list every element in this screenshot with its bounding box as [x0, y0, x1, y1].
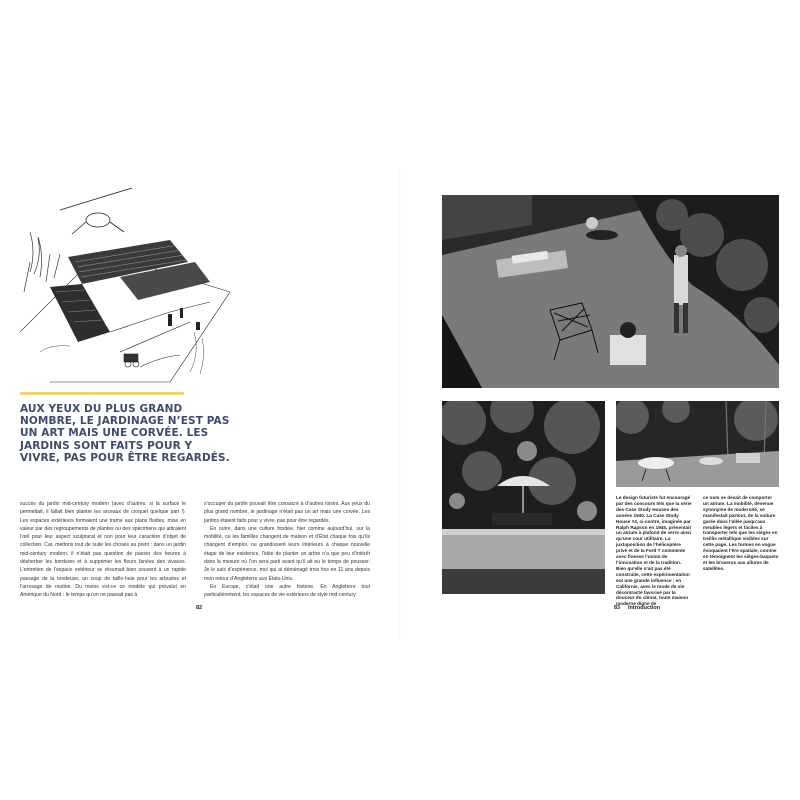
- patio-photo-drawing: [616, 401, 779, 487]
- pull-quote-headline: AUX YEUX DU PLUS GRAND NOMBRE, LE JARDINAGE N’EST PAS UN ART MAIS UNE CORVÉE. LES JARDINS SONT FAITS POUR Y VIVRE, PAS POUR ÊTRE REGARDÉS.: [20, 403, 230, 464]
- photo-terrace-sunbathing: [442, 195, 779, 388]
- photo-pool-umbrella: [442, 401, 605, 594]
- page-number-right: 83: [614, 605, 621, 611]
- pool-photo-drawing: [442, 401, 605, 594]
- page-number-left: 82: [196, 605, 203, 611]
- sketch-drawing: [20, 182, 240, 392]
- photo-caption-part-1: Le design futuriste fut encouragé par des concours tels que la série des Case Study Houses des années 1940. La Case Study House #4, ci-contre, imaginée par Ralph Rapson en 1945, présentait un atrium à plafond de verre ainsi qu’une cour utilitaire. La juxtaposition de l’hélicoptère privé et de la Ford T commente avec finesse l’union de l’innovation et de la tradition. Bien qu’elle n’ait pas été construite, cette expérimentation eut une grande influence ; en Californie, avec le mode de vie décontracté favorisé par la douceur du climat, toute maison moderne digne de: [616, 495, 692, 607]
- terrace-photo-drawing: [442, 195, 779, 388]
- house-sketch-illustration: [20, 182, 240, 392]
- running-footer-section: Introduction: [628, 605, 661, 611]
- body-paragraph: En outre, dans une culture fondée, hier comme aujourd’hui, sur la mobilité, où les familles changent de maison et d’État chaque fois qu’ils changent d’emploi, ou grandissent leurs intérieurs à chaque nouvelle étape de leur existence, l’idée de planter un arbre n’a que peu d’intérêt dans la mesure où l’on sera parti avant qu’il ait eu le temps de pousser. Je le sais d’expérience, moi qui ai déménagé trois fois en 11 ans depuis mon retour d’Angleterre aux États-Unis.: [204, 525, 370, 582]
- headline-accent-bar: [20, 392, 184, 395]
- body-paragraph: s’occuper du jardin pouvait être consacré à d’autres loisirs. Aux yeux du plus grand nombre, le jardinage n’était pas un art mais une corvée. Les jardins étaient faits pour y vivre, pas pour être regardés.: [204, 501, 370, 524]
- photo-caption-part-2: ce nom se devait de comporter un atrium. La mobilité, devenue synonyme de modernité, se manifestait partout, de la voiture garée dans l’allée jusqu’aux meubles légers et faciles à transporter tels que les sièges en treillis métallique visibles sur cette page. Les formes en vogue évoquaient l’ère spatiale, comme en témoignent les sièges-baquets et les braseros aux allures de satellites.: [703, 495, 779, 571]
- right-page: [400, 0, 800, 800]
- photo-patio-fire-pit: [616, 401, 779, 487]
- body-text-column-2: [204, 500, 370, 600]
- body-text-column-1: succès du jardin mid-century modern (avec d’autres, si la surface le permettait, il fallait bien planter les arceaux de croquet quelque part !). Les espaces extérieurs formaient une trame aux plans fluides, mise en valeur par des regroupements de plantes ou des spécimens qui attiraient l’œil pour leur aspect sculptural et non pour leur caractère d’objet de collection. Car, mettons tout de suite les choses au point : dans un jardin mid-century modern, il n’était pas question de passer des heures à désherber les bordures et à supprimer les fleurs fanées des vivaces. L’entretien de l’espace extérieur se résumait bien souvent à un rapide passage de la tondeuse, un coup de taille-haie pour les arbustes et l’arrosage de routine. Du moins est-ce ce modèle qui prévalut en Amérique du Nord : le temps qu’on ne passait pas à: [20, 501, 186, 599]
- body-paragraph: En Europe, c’était une autre histoire. En Angleterre tout particulièrement, les espaces de vie extérieurs de style mid-century: [204, 583, 370, 599]
